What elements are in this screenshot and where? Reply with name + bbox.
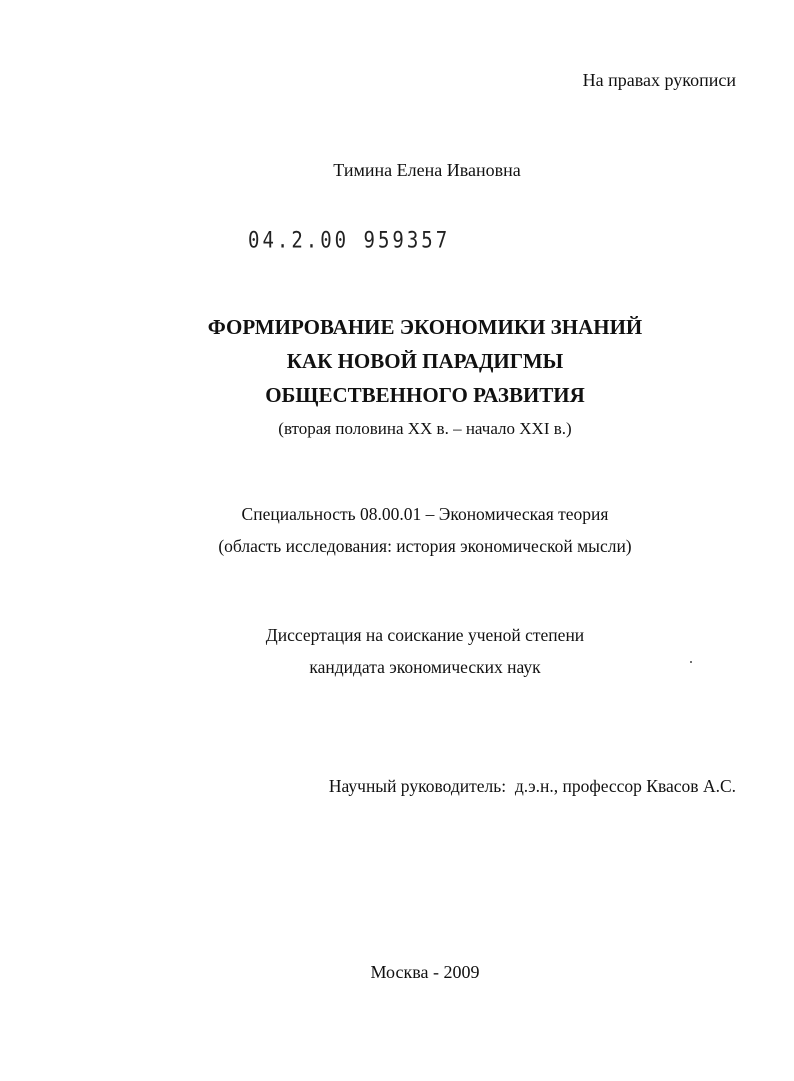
title-period: (вторая половина XX в. – начало XXI в.) xyxy=(278,419,572,438)
degree-line-2: кандидата экономических наук xyxy=(309,657,541,677)
title-line-1: ФОРМИРОВАНИЕ ЭКОНОМИКИ ЗНАНИЙ xyxy=(207,315,643,339)
rights-note: На правах рукописи xyxy=(582,70,736,90)
specialty-block xyxy=(0,498,794,562)
registration-stamp: 04.2.00 959357 xyxy=(248,228,451,254)
scientific-supervisor: Научный руководитель: д.э.н., профессор Квасов А.С. xyxy=(328,776,736,796)
scan-speck xyxy=(690,661,692,663)
title-line-2: КАК НОВОЙ ПАРАДИГМЫ xyxy=(286,349,564,373)
title-line-3: ОБЩЕСТВЕННОГО РАЗВИТИЯ xyxy=(265,383,585,407)
degree-line-1: Диссертация на соискание ученой степени xyxy=(265,625,585,645)
dissertation-title xyxy=(0,310,794,412)
research-area-line: (область исследования: история экономической мысли) xyxy=(218,536,632,556)
degree-block xyxy=(0,619,794,683)
author-name: Тимина Елена Ивановна xyxy=(333,160,521,180)
city-year: Москва - 2009 xyxy=(370,962,480,982)
specialty-line: Специальность 08.00.01 – Экономическая теория xyxy=(241,504,609,524)
